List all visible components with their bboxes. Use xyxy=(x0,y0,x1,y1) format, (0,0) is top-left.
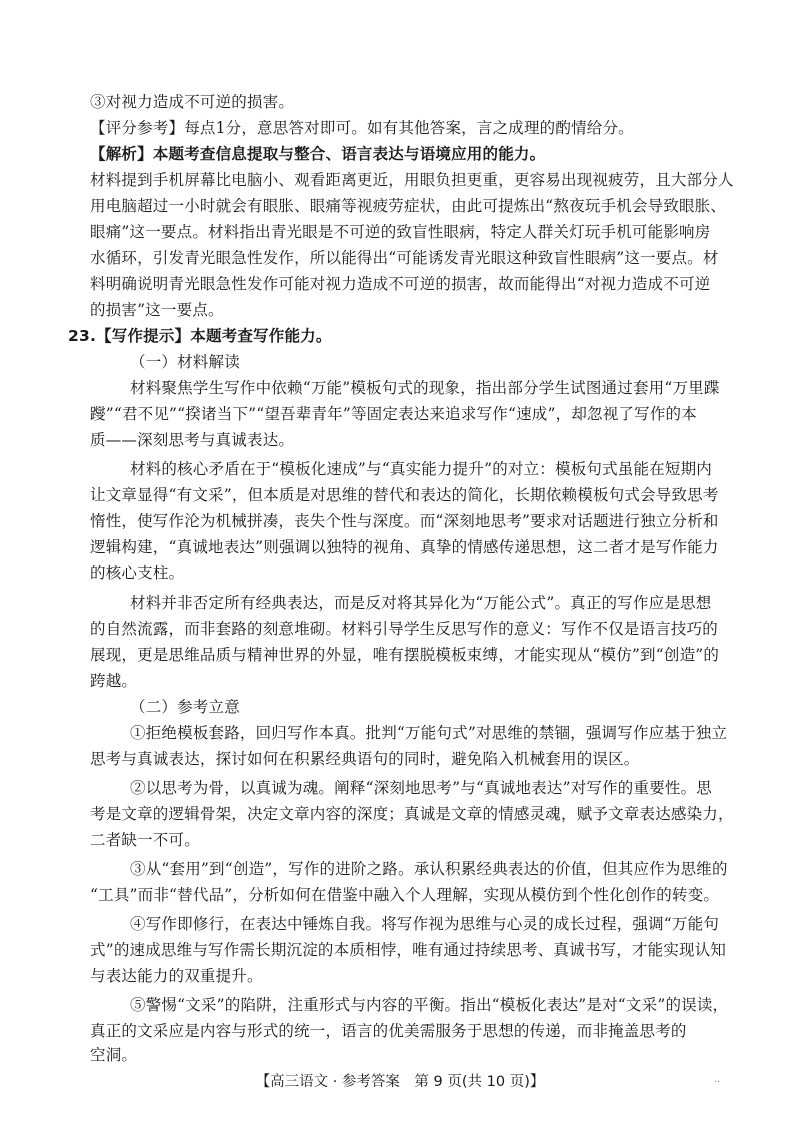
analysis-text-line: 水循环，引发青光眼急性发作，所以能得出“可能诱发青光眼这种致盲性眼病”这一要点。材 xyxy=(90,249,719,267)
analysis-text-line: 用电脑超过一小时就会有眼胀、眼痛等视疲劳症状，由此可提炼出“熬夜玩手机会导致眼胀、 xyxy=(90,197,727,215)
paragraph-line: 材料聚焦学生写作中依赖“万能”模板句式的现象，指出部分学生试图通过套用“万里蹀 xyxy=(130,379,720,397)
theme-item-3-cont: “工具”而非“替代品”，分析如何在借鉴中融入个人理解，实现从模仿到个性化创作的转变。 xyxy=(90,886,720,904)
theme-item-4: ④写作即修行，在表达中锤炼自我。将写作视为思维与心灵的成长过程，强调“万能句 xyxy=(130,915,720,933)
theme-item-5-end: 空洞。 xyxy=(90,1046,138,1064)
analysis-text-line: 材料提到手机屏幕比电脑小、观看距离更近，用眼负担更重，更容易出现视疲劳，且大部分人 xyxy=(90,171,734,189)
analysis-text-line: 料明确说明青光眼急性发作可能对视力造成不可逆的损害，故而能得出“对视力造成不可逆 xyxy=(90,275,711,293)
theme-item-2-cont: 考是文章的逻辑骨架，决定文章内容的深度；真诚是文章的情感灵魂，赋予文章表达感染力， xyxy=(90,805,734,823)
section-heading-material: （一）材料解读 xyxy=(130,353,240,371)
paragraph-line: 展现，更是思维品质与精神世界的外显，唯有摆脱模板束缚，才能实现从“模仿”到“创造”的 xyxy=(90,646,720,664)
paragraph-line: 的核心支柱。 xyxy=(90,564,185,582)
paragraph-line: 质——深刻思考与真诚表达。 xyxy=(90,431,295,449)
corner-mark: .. xyxy=(714,1074,721,1085)
question-23-heading: 23.【写作提示】本题考查写作能力。 xyxy=(68,327,332,345)
analysis-heading: 【解析】本题考查信息提取与整合、语言表达与语境应用的能力。 xyxy=(90,145,546,163)
paragraph-line: 惰性，使写作沦为机械拼凑，丧失个性与深度。而“深刻地思考”要求对话题进行独立分析和 xyxy=(90,512,719,530)
section-heading-theme: （二）参考立意 xyxy=(130,698,240,716)
theme-item-1: ①拒绝模板套路，回归写作本真。批判“万能句式”对思维的禁锢，强调写作应基于独立 xyxy=(130,724,728,742)
paragraph-line: 躞”“君不见”“揆诸当下”“望吾辈青年”等固定表达来追求写作“速成”，却忽视了写作的本 xyxy=(90,405,697,423)
theme-item-2: ②以思考为骨，以真诚为魂。阐释“深刻地思考”与“真诚地表达”对写作的重要性。思 xyxy=(130,779,712,797)
paragraph-line: 跨越。 xyxy=(90,672,138,690)
answer-point-3: ③对视力造成不可逆的损害。 xyxy=(90,93,295,111)
paragraph-line: 材料并非否定所有经典表达，而是反对将其异化为“万能公式”。真正的写作应是思想 xyxy=(130,594,712,612)
theme-item-4-cont: 与表达能力的双重提升。 xyxy=(90,967,263,985)
scoring-reference: 【评分参考】每点1分，意思答对即可。如有其他答案，言之成理的酌情给分。 xyxy=(90,119,634,137)
theme-item-5-cont: 真正的文采应是内容与形式的统一，语言的优美需服务于思想的传递，而非掩盖思考的 xyxy=(90,1022,687,1040)
paragraph-line: 的自然流露，而非套路的刻意堆砌。材料引导学生反思写作的意义：写作不仅是语言技巧的 xyxy=(90,620,719,638)
theme-item-4-cont: 式”的速成思维与写作需长期沉淀的本质相悖，唯有通过持续思考、真诚书写，才能实现认知 xyxy=(90,941,727,959)
paragraph-line: 逻辑构建，“真诚地表达”则强调以独特的视角、真挚的情感传递思想，这二者才是写作能力 xyxy=(90,538,719,556)
paragraph-line: 让文章显得“有文采”，但本质是对思维的替代和表达的简化，长期依赖模板句式会导致思考 xyxy=(90,486,719,504)
theme-item-2-cont: 二者缺一不可。 xyxy=(90,831,200,849)
theme-item-3: ③从“套用”到“创造”，写作的进阶之路。承认积累经典表达的价值，但其应作为思维的 xyxy=(130,860,728,878)
theme-item-1-cont: 思考与真诚表达，探讨如何在积累经典语句的同时，避免陷入机械套用的误区。 xyxy=(90,750,640,768)
page-footer: 【高三语文 · 参考答案 第 9 页(共 10 页)】 xyxy=(255,1074,545,1090)
analysis-text-line: 眼痛”这一要点。材料指出青光眼是不可逆的致盲性眼病，特定人群关灯玩手机可能影响房 xyxy=(90,223,711,241)
theme-item-5: ⑤警惕“文采”的陷阱，注重形式与内容的平衡。指出“模板化表达”是对“文采”的误读， xyxy=(130,996,729,1014)
paragraph-line: 材料的核心矛盾在于“模板化速成”与“真实能力提升”的对立：模板句式虽能在短期内 xyxy=(130,460,712,478)
analysis-text-line: 的损害”这一要点。 xyxy=(90,301,224,319)
